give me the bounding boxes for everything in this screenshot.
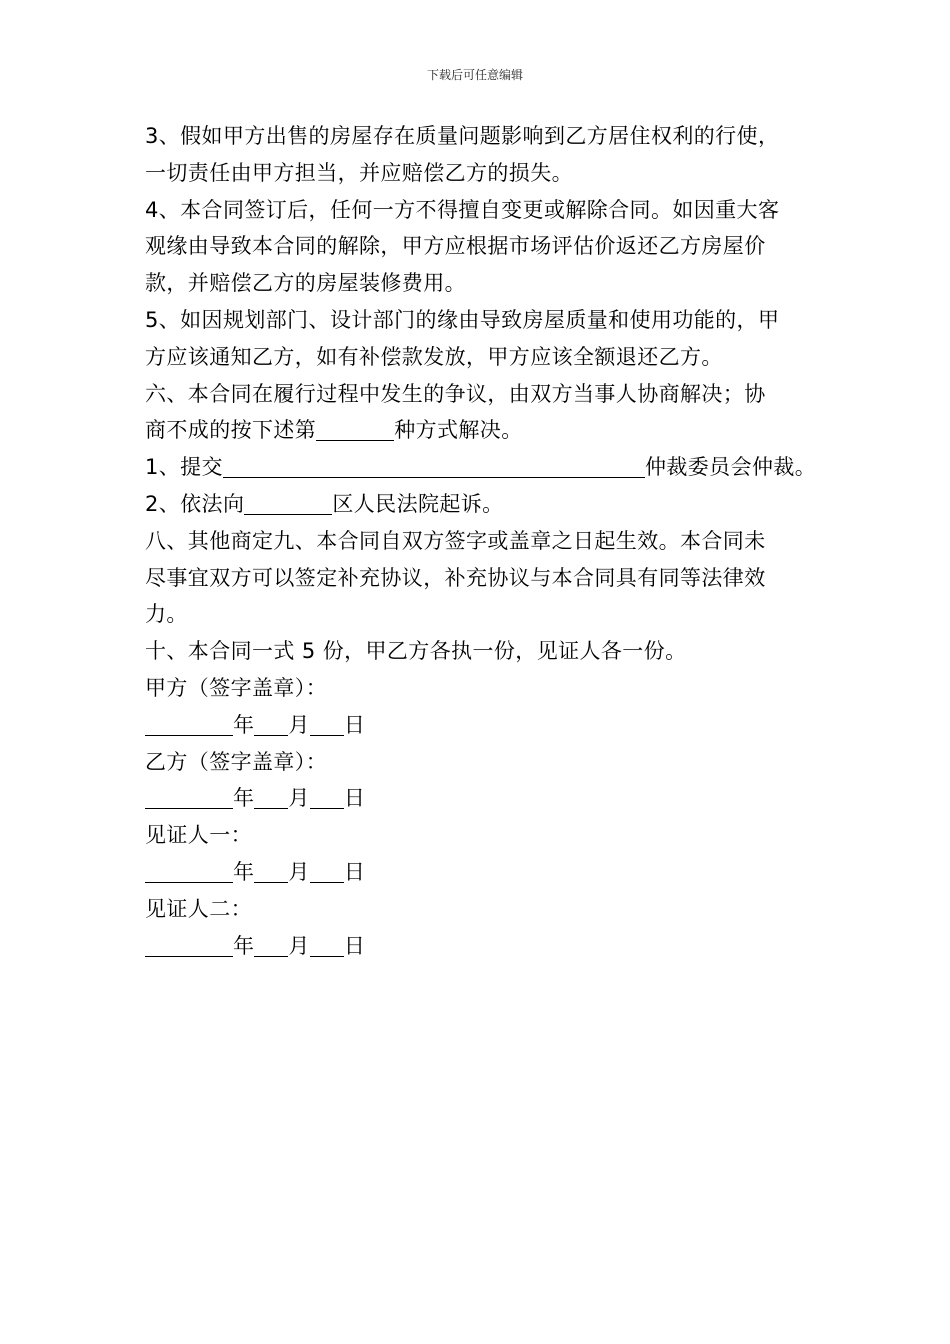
year-label: 年 (233, 933, 255, 958)
party-a-date (145, 707, 817, 744)
dispute-method-prefix: 商不成的按下述第 (145, 418, 317, 443)
clause-8-line-1: 八、其他商定九、本合同自双方签字或盖章之日起生效。本合同未 (145, 528, 766, 553)
witness-1-month-blank[interactable] (254, 860, 288, 883)
clause-4-line-3: 款，并赔偿乙方的房屋装修费用。 (145, 271, 466, 296)
day-label: 日 (343, 933, 366, 958)
arbitration-prefix: 1、提交 (145, 455, 223, 480)
clause-5-line-1: 5、如因规划部门、设计部门的缘由导致房屋质量和使用功能的，甲 (145, 307, 780, 332)
party-b-day-blank[interactable] (310, 786, 344, 809)
month-label: 月 (288, 712, 310, 737)
witness-1-day-blank[interactable] (310, 860, 344, 883)
party-b-year-blank[interactable] (145, 786, 233, 809)
party-a-signature-label: 甲方（签字盖章）： (145, 675, 328, 700)
witness-1-date (145, 854, 817, 891)
year-label: 年 (233, 859, 255, 884)
court-prefix: 2、依法向 (145, 491, 245, 516)
clause-8-line-2: 尽事宜双方可以签定补充协议，补充协议与本合同具有同等法律效 (145, 565, 766, 590)
party-a-month-blank[interactable] (254, 713, 288, 736)
contract-body (145, 118, 817, 964)
arbitration-committee-blank[interactable] (223, 455, 645, 478)
month-label: 月 (288, 859, 310, 884)
day-label: 日 (343, 712, 366, 737)
clause-10: 十、本合同一式 5 份，甲乙方各执一份，见证人各一份。 (145, 639, 687, 664)
year-label: 年 (233, 712, 255, 737)
arbitration-suffix: 仲裁委员会仲裁。 (644, 455, 817, 480)
witness-2-year-blank[interactable] (145, 934, 233, 957)
party-b-date (145, 780, 817, 817)
month-label: 月 (288, 786, 310, 811)
witness-2-day-blank[interactable] (310, 934, 344, 957)
witness-1-year-blank[interactable] (145, 860, 233, 883)
court-district-blank[interactable] (244, 492, 332, 515)
dispute-method-blank[interactable] (316, 418, 394, 441)
clause-3-line-1: 3、假如甲方出售的房屋存在质量问题影响到乙方居住权利的行使， (145, 124, 780, 148)
clause-5-line-2: 方应该通知乙方，如有补偿款发放，甲方应该全额退还乙方。 (145, 344, 723, 369)
witness-2-month-blank[interactable] (254, 934, 288, 957)
day-label: 日 (343, 786, 366, 811)
clause-4-line-1: 4、本合同签订后，任何一方不得擅自变更或解除合同。如因重大客 (145, 197, 780, 222)
party-b-signature-label: 乙方（签字盖章）： (145, 749, 328, 774)
court-suffix: 区人民法院起诉。 (332, 491, 504, 516)
page-header: 下载后可任意编辑 (426, 68, 523, 82)
party-a-day-blank[interactable] (310, 713, 344, 736)
day-label: 日 (343, 859, 366, 884)
court-option (145, 486, 817, 523)
clause-3-line-2: 一切责任由甲方担当，并应赔偿乙方的损失。 (145, 160, 573, 185)
clause-4-line-2: 观缘由导致本合同的解除，甲方应根据市场评估价返还乙方房屋价 (145, 234, 766, 259)
party-b-month-blank[interactable] (254, 786, 288, 809)
witness-2-label: 见证人二： (145, 896, 252, 921)
dispute-method-suffix: 种方式解决。 (394, 418, 523, 443)
witness-2-date (145, 928, 817, 965)
party-a-year-blank[interactable] (145, 713, 233, 736)
clause-6-line-1: 六、本合同在履行过程中发生的争议，由双方当事人协商解决；协 (145, 381, 766, 406)
clause-8-line-3: 力。 (145, 602, 188, 627)
year-label: 年 (233, 786, 255, 811)
arbitration-option (145, 449, 817, 486)
clause-6-line-2 (145, 412, 817, 449)
month-label: 月 (288, 933, 310, 958)
witness-1-label: 见证人一： (145, 823, 252, 848)
